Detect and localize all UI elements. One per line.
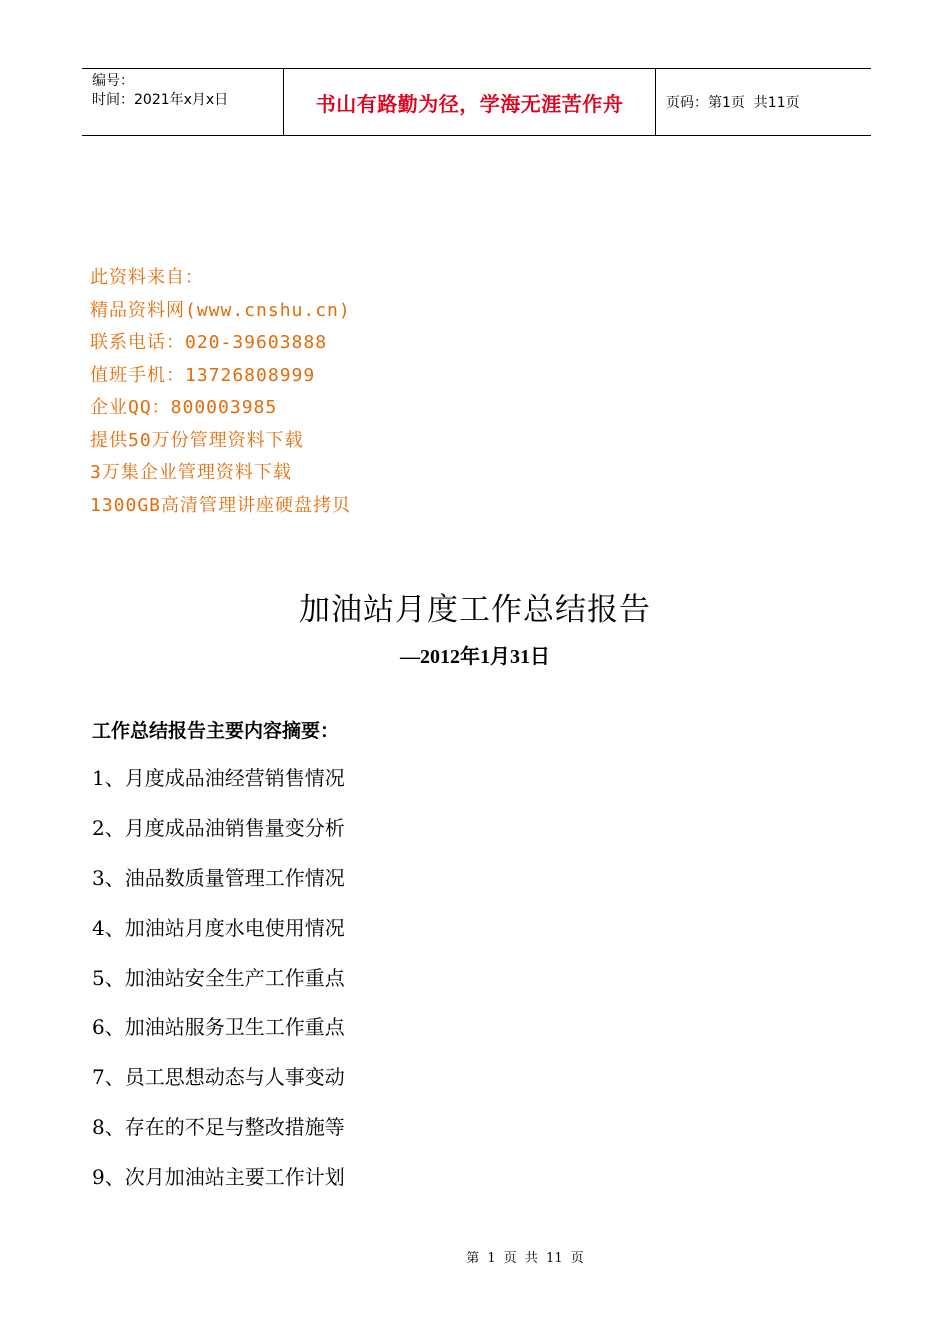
list-item: 4、加油站月度水电使用情况: [92, 915, 345, 940]
list-item: 9、次月加油站主要工作计划: [92, 1165, 345, 1190]
source-line: 1300GB高清管理讲座硬盘拷贝: [90, 494, 352, 516]
header-motto-cell: [283, 69, 656, 135]
source-line: 值班手机：13726808999: [90, 364, 316, 386]
list-item: 5、加油站安全生产工作重点: [92, 965, 345, 990]
header-page-cell: [656, 69, 871, 135]
source-info-block: [90, 262, 351, 522]
list-item: 6、加油站服务卫生工作重点: [92, 1015, 345, 1040]
document-date: —2012年1月31日: [400, 646, 550, 668]
source-line: 提供50万份管理资料下载: [90, 429, 304, 451]
source-line: 企业QQ：800003985: [90, 397, 278, 418]
page-footer: 第 1 页 共 11 页: [466, 1251, 584, 1266]
list-item: 1、月度成品油经营销售情况: [92, 766, 345, 790]
source-line: 精品资料网(www.cnshu.cn): [90, 299, 351, 321]
list-item: 7、员工思想动态与人事变动: [92, 1065, 345, 1090]
summary-list: [92, 762, 345, 1211]
document-number-label: 编号：: [92, 73, 134, 89]
page-header: [82, 68, 871, 136]
summary-heading: 工作总结报告主要内容摘要：: [92, 720, 340, 742]
list-item: 3、油品数质量管理工作情况: [92, 865, 345, 890]
header-motto: 书山有路勤为径，学海无涯苦作舟: [315, 91, 624, 116]
document-title: 加油站月度工作总结报告: [299, 592, 651, 628]
source-line: 此资料来自：: [90, 267, 204, 288]
source-line: 3万集企业管理资料下载: [90, 462, 292, 483]
header-meta: [82, 69, 283, 135]
source-line: 联系电话：020-39603888: [90, 332, 328, 353]
list-item: 2、月度成品油销售量变分析: [92, 815, 345, 840]
document-time-label: 时间：2021年x月x日: [92, 92, 229, 108]
list-item: 8、存在的不足与整改措施等: [92, 1115, 345, 1140]
header-page-label: 页码：第1页 共11页: [666, 95, 800, 111]
